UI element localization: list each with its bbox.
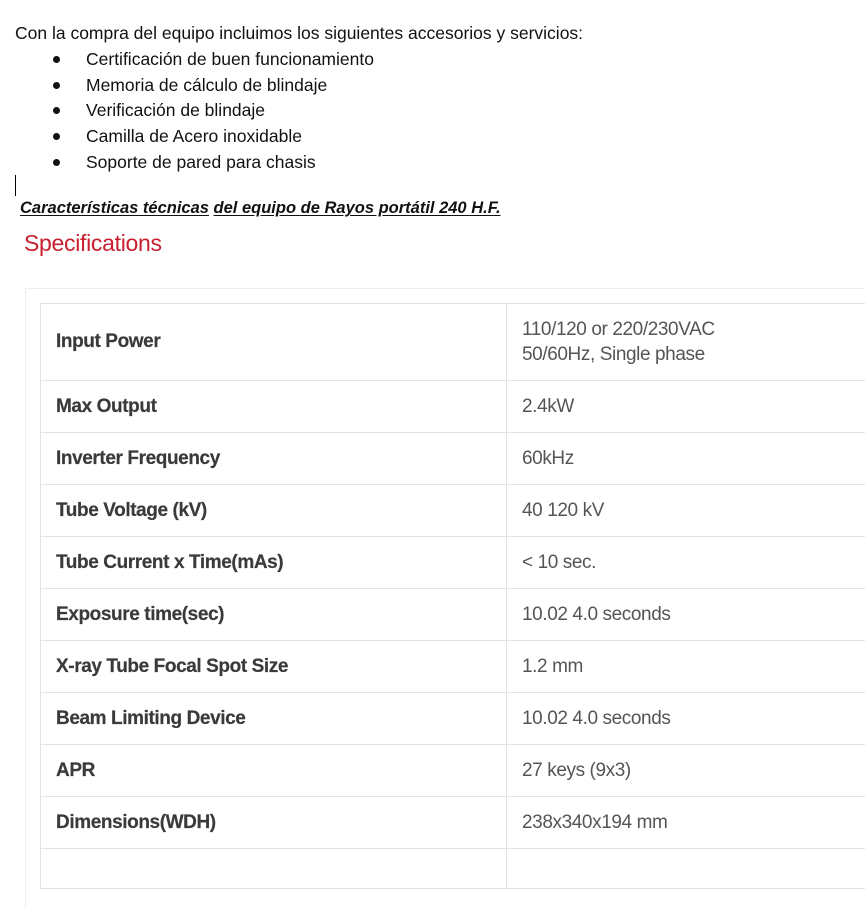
list-item	[52, 124, 374, 150]
list-item-text: Soporte de pared para chasis	[86, 152, 316, 173]
spec-label: Dimensions(WDH)	[41, 797, 507, 849]
spec-value: 10.02 4.0 seconds	[507, 693, 865, 745]
spec-label: Inverter Frequency	[41, 433, 507, 485]
spec-label: Exposure time(sec)	[41, 589, 507, 641]
table-row-empty	[41, 849, 865, 889]
list-item	[52, 149, 374, 175]
table-row	[41, 641, 865, 693]
spec-value: 110/120 or 220/230VAC 50/60Hz, Single phase	[507, 304, 865, 381]
specifications-title: Specifications	[24, 230, 162, 257]
bullet-icon	[53, 56, 60, 63]
spec-value: 40 120 kV	[507, 485, 865, 537]
table-row	[41, 433, 865, 485]
spec-value: 60kHz	[507, 433, 865, 485]
table-row	[41, 745, 865, 797]
spec-label: X-ray Tube Focal Spot Size	[41, 641, 507, 693]
table-row	[41, 304, 865, 381]
spec-label: Beam Limiting Device	[41, 693, 507, 745]
technical-subtitle	[20, 199, 501, 218]
bullet-icon	[53, 159, 60, 166]
spec-value: 2.4kW	[507, 381, 865, 433]
table-row	[41, 797, 865, 849]
spec-label: Input Power	[41, 304, 507, 381]
list-item-text: Verificación de blindaje	[86, 100, 265, 121]
spec-value: 238x340x194 mm	[507, 797, 865, 849]
spec-label: Tube Current x Time(mAs)	[41, 537, 507, 589]
table-row	[41, 589, 865, 641]
bullet-icon	[53, 133, 60, 140]
list-item	[52, 98, 374, 124]
list-item-text: Camilla de Acero inoxidable	[86, 126, 302, 147]
subtitle-part-1: Características técnicas	[20, 199, 209, 217]
intro-paragraph: Con la compra del equipo incluimos los siguientes accesorios y servicios:	[15, 22, 583, 44]
table-row	[41, 381, 865, 433]
spec-label-empty	[41, 849, 507, 889]
spec-value-empty	[507, 849, 865, 889]
list-item	[52, 73, 374, 99]
table-row	[41, 693, 865, 745]
text-cursor	[15, 175, 16, 196]
subtitle-part-2: del equipo de Rayos portátil 240 H.F.	[214, 199, 501, 217]
bullet-icon	[53, 82, 60, 89]
spec-value: 10.02 4.0 seconds	[507, 589, 865, 641]
table-row	[41, 485, 865, 537]
list-item-text: Certificación de buen funcionamiento	[86, 49, 374, 70]
spec-value: 27 keys (9x3)	[507, 745, 865, 797]
spec-label: Max Output	[41, 381, 507, 433]
table-row	[41, 537, 865, 589]
specifications-table	[40, 303, 865, 889]
list-item	[52, 47, 374, 73]
spec-label: Tube Voltage (kV)	[41, 485, 507, 537]
bullet-icon	[53, 107, 60, 114]
list-item-text: Memoria de cálculo de blindaje	[86, 75, 327, 96]
accessories-list	[52, 47, 374, 175]
spec-value: 1.2 mm	[507, 641, 865, 693]
spec-label: APR	[41, 745, 507, 797]
spec-value: < 10 sec.	[507, 537, 865, 589]
